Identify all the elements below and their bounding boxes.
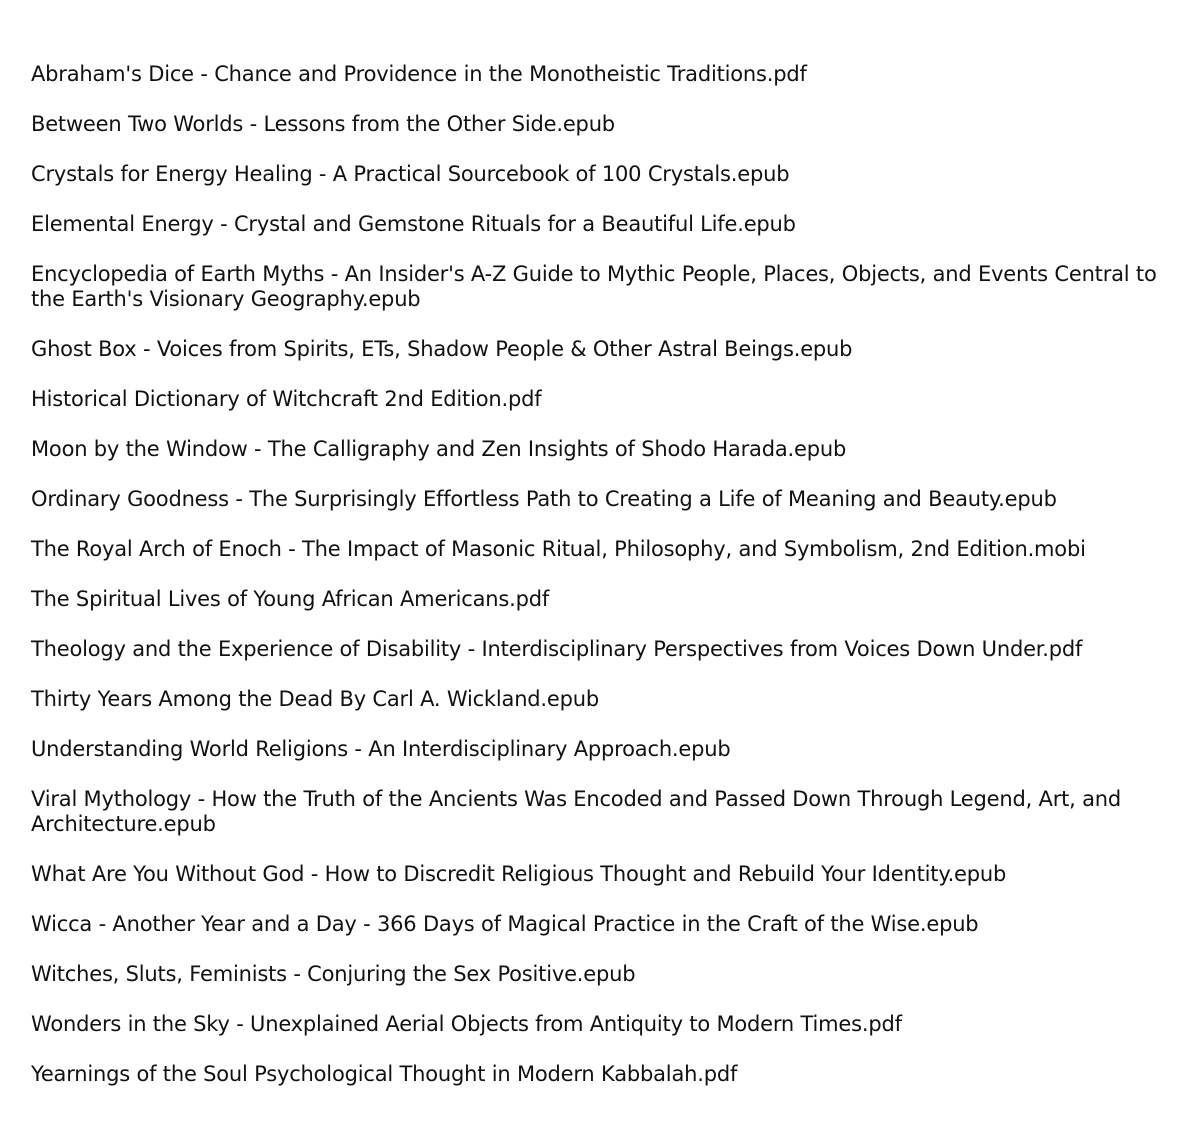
file-name: Thirty Years Among the Dead By Carl A. Wickland.epub xyxy=(31,687,599,711)
file-name: The Spiritual Lives of Young African Americans.pdf xyxy=(31,587,550,611)
file-name: Crystals for Energy Healing - A Practical Sourcebook of 100 Crystals.epub xyxy=(31,162,790,186)
file-list xyxy=(31,62,1181,1112)
file-name: Ordinary Goodness - The Surprisingly Effortless Path to Creating a Life of Meaning and Beauty.epub xyxy=(31,487,1057,511)
file-name: Theology and the Experience of Disability - Interdisciplinary Perspectives from Voices Down Under.pdf xyxy=(31,637,1083,661)
file-name: What Are You Without God - How to Discredit Religious Thought and Rebuild Your Identity.epub xyxy=(31,862,1007,886)
file-name: Moon by the Window - The Calligraphy and Zen Insights of Shodo Harada.epub xyxy=(31,437,847,461)
file-name: Encyclopedia of Earth Myths - An Insider's A-Z Guide to Mythic People, Places, Objects, and Events Central to the Earth's Visionary Geography.epub xyxy=(31,262,1157,311)
file-name: Historical Dictionary of Witchcraft 2nd Edition.pdf xyxy=(31,387,542,411)
file-name: Ghost Box - Voices from Spirits, ETs, Shadow People & Other Astral Beings.epub xyxy=(31,337,853,361)
file-name: Witches, Sluts, Feminists - Conjuring the Sex Positive.epub xyxy=(31,962,636,986)
file-name: Wonders in the Sky - Unexplained Aerial Objects from Antiquity to Modern Times.pdf xyxy=(31,1012,902,1036)
file-name: The Royal Arch of Enoch - The Impact of Masonic Ritual, Philosophy, and Symbolism, 2nd Edition.mobi xyxy=(31,537,1086,561)
file-name: Abraham's Dice - Chance and Providence in the Monotheistic Traditions.pdf xyxy=(31,62,807,86)
file-name: Between Two Worlds - Lessons from the Other Side.epub xyxy=(31,112,615,136)
file-name: Yearnings of the Soul Psychological Thought in Modern Kabbalah.pdf xyxy=(31,1062,738,1086)
file-name: Elemental Energy - Crystal and Gemstone Rituals for a Beautiful Life.epub xyxy=(31,212,796,236)
file-name: Wicca - Another Year and a Day - 366 Days of Magical Practice in the Craft of the Wise.epub xyxy=(31,912,979,936)
file-name: Understanding World Religions - An Interdisciplinary Approach.epub xyxy=(31,737,731,761)
file-name: Viral Mythology - How the Truth of the Ancients Was Encoded and Passed Down Through Legend, Art, and Architecture.epub xyxy=(31,787,1122,836)
